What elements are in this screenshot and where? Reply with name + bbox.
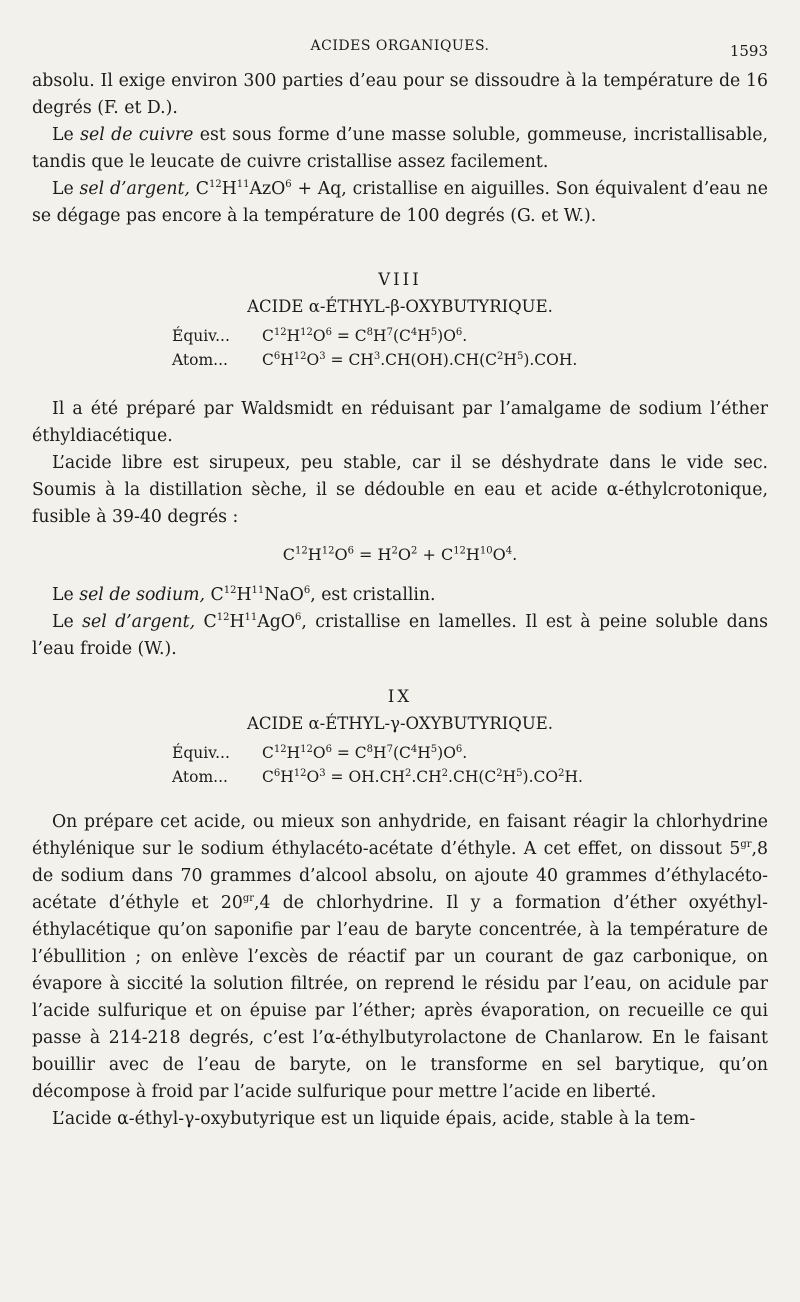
paragraph-liquide-epais: L’acide α-éthyl-γ-oxybutyrique est un liquide épais, acide, stable à la tem- — [52, 1109, 696, 1129]
formula-block-9 — [32, 741, 768, 789]
paragraph-acide-libre: L’acide libre est sirupeux, peu stable, car il se déshydrate dans le vide sec. Soumis à la distillation sèche, il se dédouble en eau et acide α-éthylcrotonique, fusible à 39-40 degrés : — [32, 453, 768, 527]
paragraph-preparation: On prépare cet acide, ou mieux son anhydride, en faisant réagir la chlorhydrine éthylénique sur le sodium éthylacéto-acétate d’éthyle. A cet effet, on dissout $5^{gr},8$ de sodium dans 70 grammes d’alcool absolu, on ajoute 40 grammes d’éthylacéto-acétate d’éthyle et $20^{gr},4$ de chlorhydrine. Il y a formation d’éther oxyéthyl-éthylacétique qu’on saponifie par l’eau de baryte concentrée, à la température de l’ébullition ; on enlève l’excès de réactif par un courant de gaz carbonique, on évapore à siccité la solution filtrée, on reprend le résidu par l’eau, on acidule par l’acide sulfurique et on épuise par l’éther; après évaporation, on recueille ce qui passe à 214-218 degrés, c’est l’α-éthylbutyrolactone de Chanlarow. En le faisant bouillir avec de l’eau de baryte, on le transforme en sel barytique, qu’on décompose à froid par l’acide sulfurique pour mettre l’acide en liberté. — [32, 812, 768, 1102]
formula-block-8 — [32, 324, 768, 372]
section-title-8: ACIDE α-ÉTHYL-β-OXYBUTYRIQUE. — [247, 297, 553, 316]
equiv-formula-8: Équiv... $C^{12}H^{12}O^6 = C^8H^7(C^4H^5)O^6$. — [172, 326, 468, 345]
paragraph-sel-de-sodium: Le sel de sodium, $C^{12}H^{11}NaO^6$, est cristallin. — [52, 585, 436, 605]
paragraph-sel-d-argent-8: Le sel d’argent, $C^{12}H^{11}AgO^6$, cristallise en lamelles. Il est à peine soluble dans l’eau froide (W.). — [32, 612, 768, 659]
atom-formula-9: Atom... $C^6H^{12}O^3 = OH.CH^2.CH^2.CH(C^2H^5).CO^2H$. — [172, 767, 583, 786]
running-head — [32, 28, 768, 58]
equiv-formula-9: Équiv... $C^{12}H^{12}O^6 = C^8H^7(C^4H^5)O^6$. — [172, 743, 468, 762]
section-number-8: VIII — [378, 270, 422, 289]
paragraph-sel-d-argent: Le sel d’argent, $C^{12}H^{11}AzO^6 + Aq$, cristallise en aiguilles. Son équivalent d’eau ne se dégage pas encore à la température de 100 degrés (G. et W.). — [32, 179, 769, 226]
section-number-9: IX — [387, 687, 413, 706]
page — [32, 28, 768, 1133]
atom-formula-8: Atom... $C^6H^{12}O^3 = CH^3.CH(OH).CH(C^2H^5).COH$. — [172, 350, 578, 369]
running-title: ACIDES ORGANIQUES. — [310, 38, 490, 54]
section-title-9: ACIDE α-ÉTHYL-γ-OXYBUTYRIQUE. — [246, 714, 554, 733]
paragraph-waldsmidt: Il a été préparé par Waldsmidt en réduisant par l’amalgame de sodium l’éther éthyldiacétique. — [32, 399, 768, 446]
equation-dedoublement: $C^{12}H^{12}O^6 = H^2O^2 + C^{12}H^{10}O^4$. — [282, 545, 518, 564]
paragraph-sel-de-cuivre: Le sel de cuivre est sous forme d’une masse soluble, gommeuse, incristallisable, tandis que le leucate de cuivre cristallise assez facilement. — [32, 125, 768, 172]
page-number: 1593 — [729, 42, 768, 60]
paragraph-absolu: absolu. Il exige environ 300 parties d’eau pour se dissoudre à la température de 16 degrés (F. et D.). — [32, 71, 768, 118]
